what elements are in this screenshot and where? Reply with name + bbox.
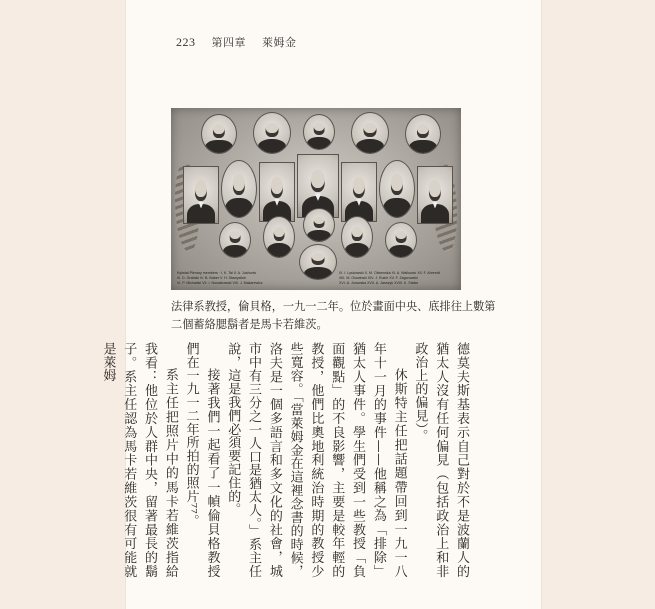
portrait: [219, 222, 251, 258]
photo-caption-right: IX. I. Lyskowski X. M. Oliwenska XI. A. Walkowic XII. F. Ahrendt XIII. M. Glowinski XIV. J. Ruich XV. F. Zagorowski XVI. A. Jurowska XVII. A. Janszyk XVIII. K. Stafar: [339, 271, 440, 285]
chapter-label: 第四章: [211, 36, 246, 49]
portrait: [385, 222, 417, 258]
portrait: [183, 166, 219, 224]
paragraph: 休斯特主任把話題帶回到一九一八年十一月的事件——他稱之為「排除」猶太人事件。學生們受到一些教授「負面觀點」的不良影響，主要是較年輕的教授，他們比奧地利統治時期的教授少些寬容。「當萊姆金在這裡念書的時候，洛夫是一個多語言和多文化的社會，城市中有三分之一人口是猶太人。」系主任說，這是我們必須要記住的。: [225, 342, 407, 578]
portrait: [379, 160, 415, 218]
portrait-bottom-center: [299, 244, 337, 280]
portrait: [263, 216, 295, 258]
portrait: [405, 114, 441, 154]
running-header: [176, 34, 297, 50]
faculty-photograph: [171, 108, 461, 290]
chapter-title: 萊姆金: [262, 36, 297, 49]
portrait-makarewicz: [303, 208, 335, 242]
portrait: [417, 166, 453, 224]
figure-caption: [171, 298, 496, 334]
paragraph: 系主任把照片中的馬卡若維茨指給我看：他位於人群中央，留著最長的鬍子。系主任認為馬卡若維茨很有可能就是萊姆: [100, 342, 178, 578]
portrait: [303, 114, 335, 150]
paragraph: 接著我們一起看了一幀倫貝格教授們在一九一二年所拍的照片⁷⁷。: [183, 342, 220, 578]
portrait: [201, 114, 237, 154]
portrait: [341, 216, 373, 258]
figure-caption-line: 法律系教授，倫貝格，一九一二年。位於畫面中央、底排往上數第: [171, 300, 496, 313]
body-text: [100, 342, 471, 578]
portrait: [259, 162, 295, 222]
portrait: [221, 160, 257, 218]
paragraph: 德莫夫斯基表示自己對於不是波蘭人的猶太人沒有任何偏見（包括政治上和非政治上的偏見）。: [412, 342, 469, 578]
figure-caption-line: 二個蓄絡腮鬍者是馬卡若維茨。: [171, 318, 328, 331]
portrait: [351, 112, 389, 154]
photo-caption-left: Kyksfal Plenary members · I. K. Tal II. A. Jushoniv III. D. Grabski IV. B. Baber V. H. Stawystkie VI. P. Michalski VII. I. Nowakowski VIII. J. Makarewicz: [177, 271, 263, 285]
portrait: [341, 162, 377, 222]
portrait: [253, 112, 291, 154]
page-number: 223: [176, 35, 196, 49]
